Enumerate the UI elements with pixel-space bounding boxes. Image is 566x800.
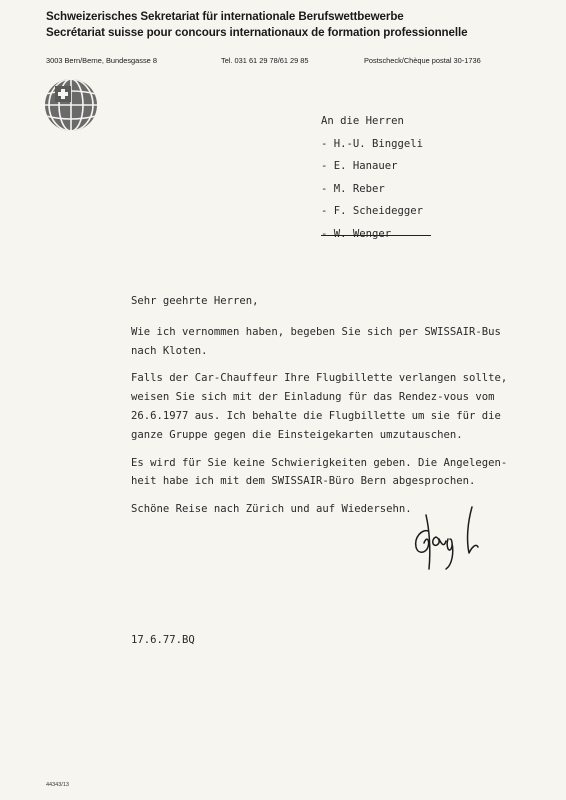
text-line: ganze Gruppe gegen die Einsteigekarten umzutauschen. — [131, 428, 463, 441]
recipient-name: - E. Hanauer — [321, 160, 398, 172]
salutation: Sehr geehrte Herren, — [131, 295, 259, 307]
date-reference: 17.6.77.BQ — [131, 634, 195, 646]
letter-body — [131, 292, 551, 528]
recipient-block — [321, 110, 423, 245]
recipient-header: An die Herren — [321, 115, 404, 127]
globe-swiss-cross-logo — [44, 78, 98, 132]
recipient-name: - W. Wenger — [321, 227, 392, 240]
letterhead-postal: Postscheck/Chèque postal 30-1736 — [364, 56, 481, 65]
recipient-underline — [321, 235, 431, 236]
letterhead-address: 3003 Bern/Berne, Bundesgasse 8 — [46, 56, 157, 65]
paragraph — [131, 323, 551, 361]
text-line: Wie ich vernommen haben, begeben Sie sich per SWISSAIR-Bus — [131, 325, 501, 338]
text-line: weisen Sie sich mit der Einladung für das Rendez-vous vom — [131, 391, 495, 404]
letterhead-title-french: Secrétariat suisse pour concours internationaux de formation professionnelle — [46, 26, 468, 39]
letterhead-title-german: Schweizerisches Sekretariat für internationale Berufswettbewerbe — [46, 10, 404, 23]
recipient-name: - M. Reber — [321, 182, 385, 195]
recipient-name: - H.-U. Binggeli — [321, 137, 424, 150]
text-line: heit habe ich mit dem SWISSAIR-Büro Bern abgesprochen. — [131, 475, 476, 488]
text-line: Schöne Reise nach Zürich und auf Wiedersehn. — [131, 503, 412, 516]
paragraph — [131, 454, 551, 492]
handwritten-signature — [406, 503, 496, 573]
paragraph — [131, 369, 551, 444]
form-number: 44343/13 — [46, 782, 69, 788]
text-line: 26.6.1977 aus. Ich behalte die Flugbillette um sie für die — [131, 409, 501, 422]
letterhead-phone: Tel. 031 61 29 78/61 29 85 — [221, 56, 309, 65]
text-line: nach Kloten. — [131, 344, 208, 357]
text-line: Falls der Car-Chauffeur Ihre Flugbillette verlangen sollte, — [131, 372, 508, 385]
text-line: Es wird für Sie keine Schwierigkeiten geben. Die Angelegen- — [131, 456, 508, 469]
recipient-name: - F. Scheidegger — [321, 205, 424, 217]
